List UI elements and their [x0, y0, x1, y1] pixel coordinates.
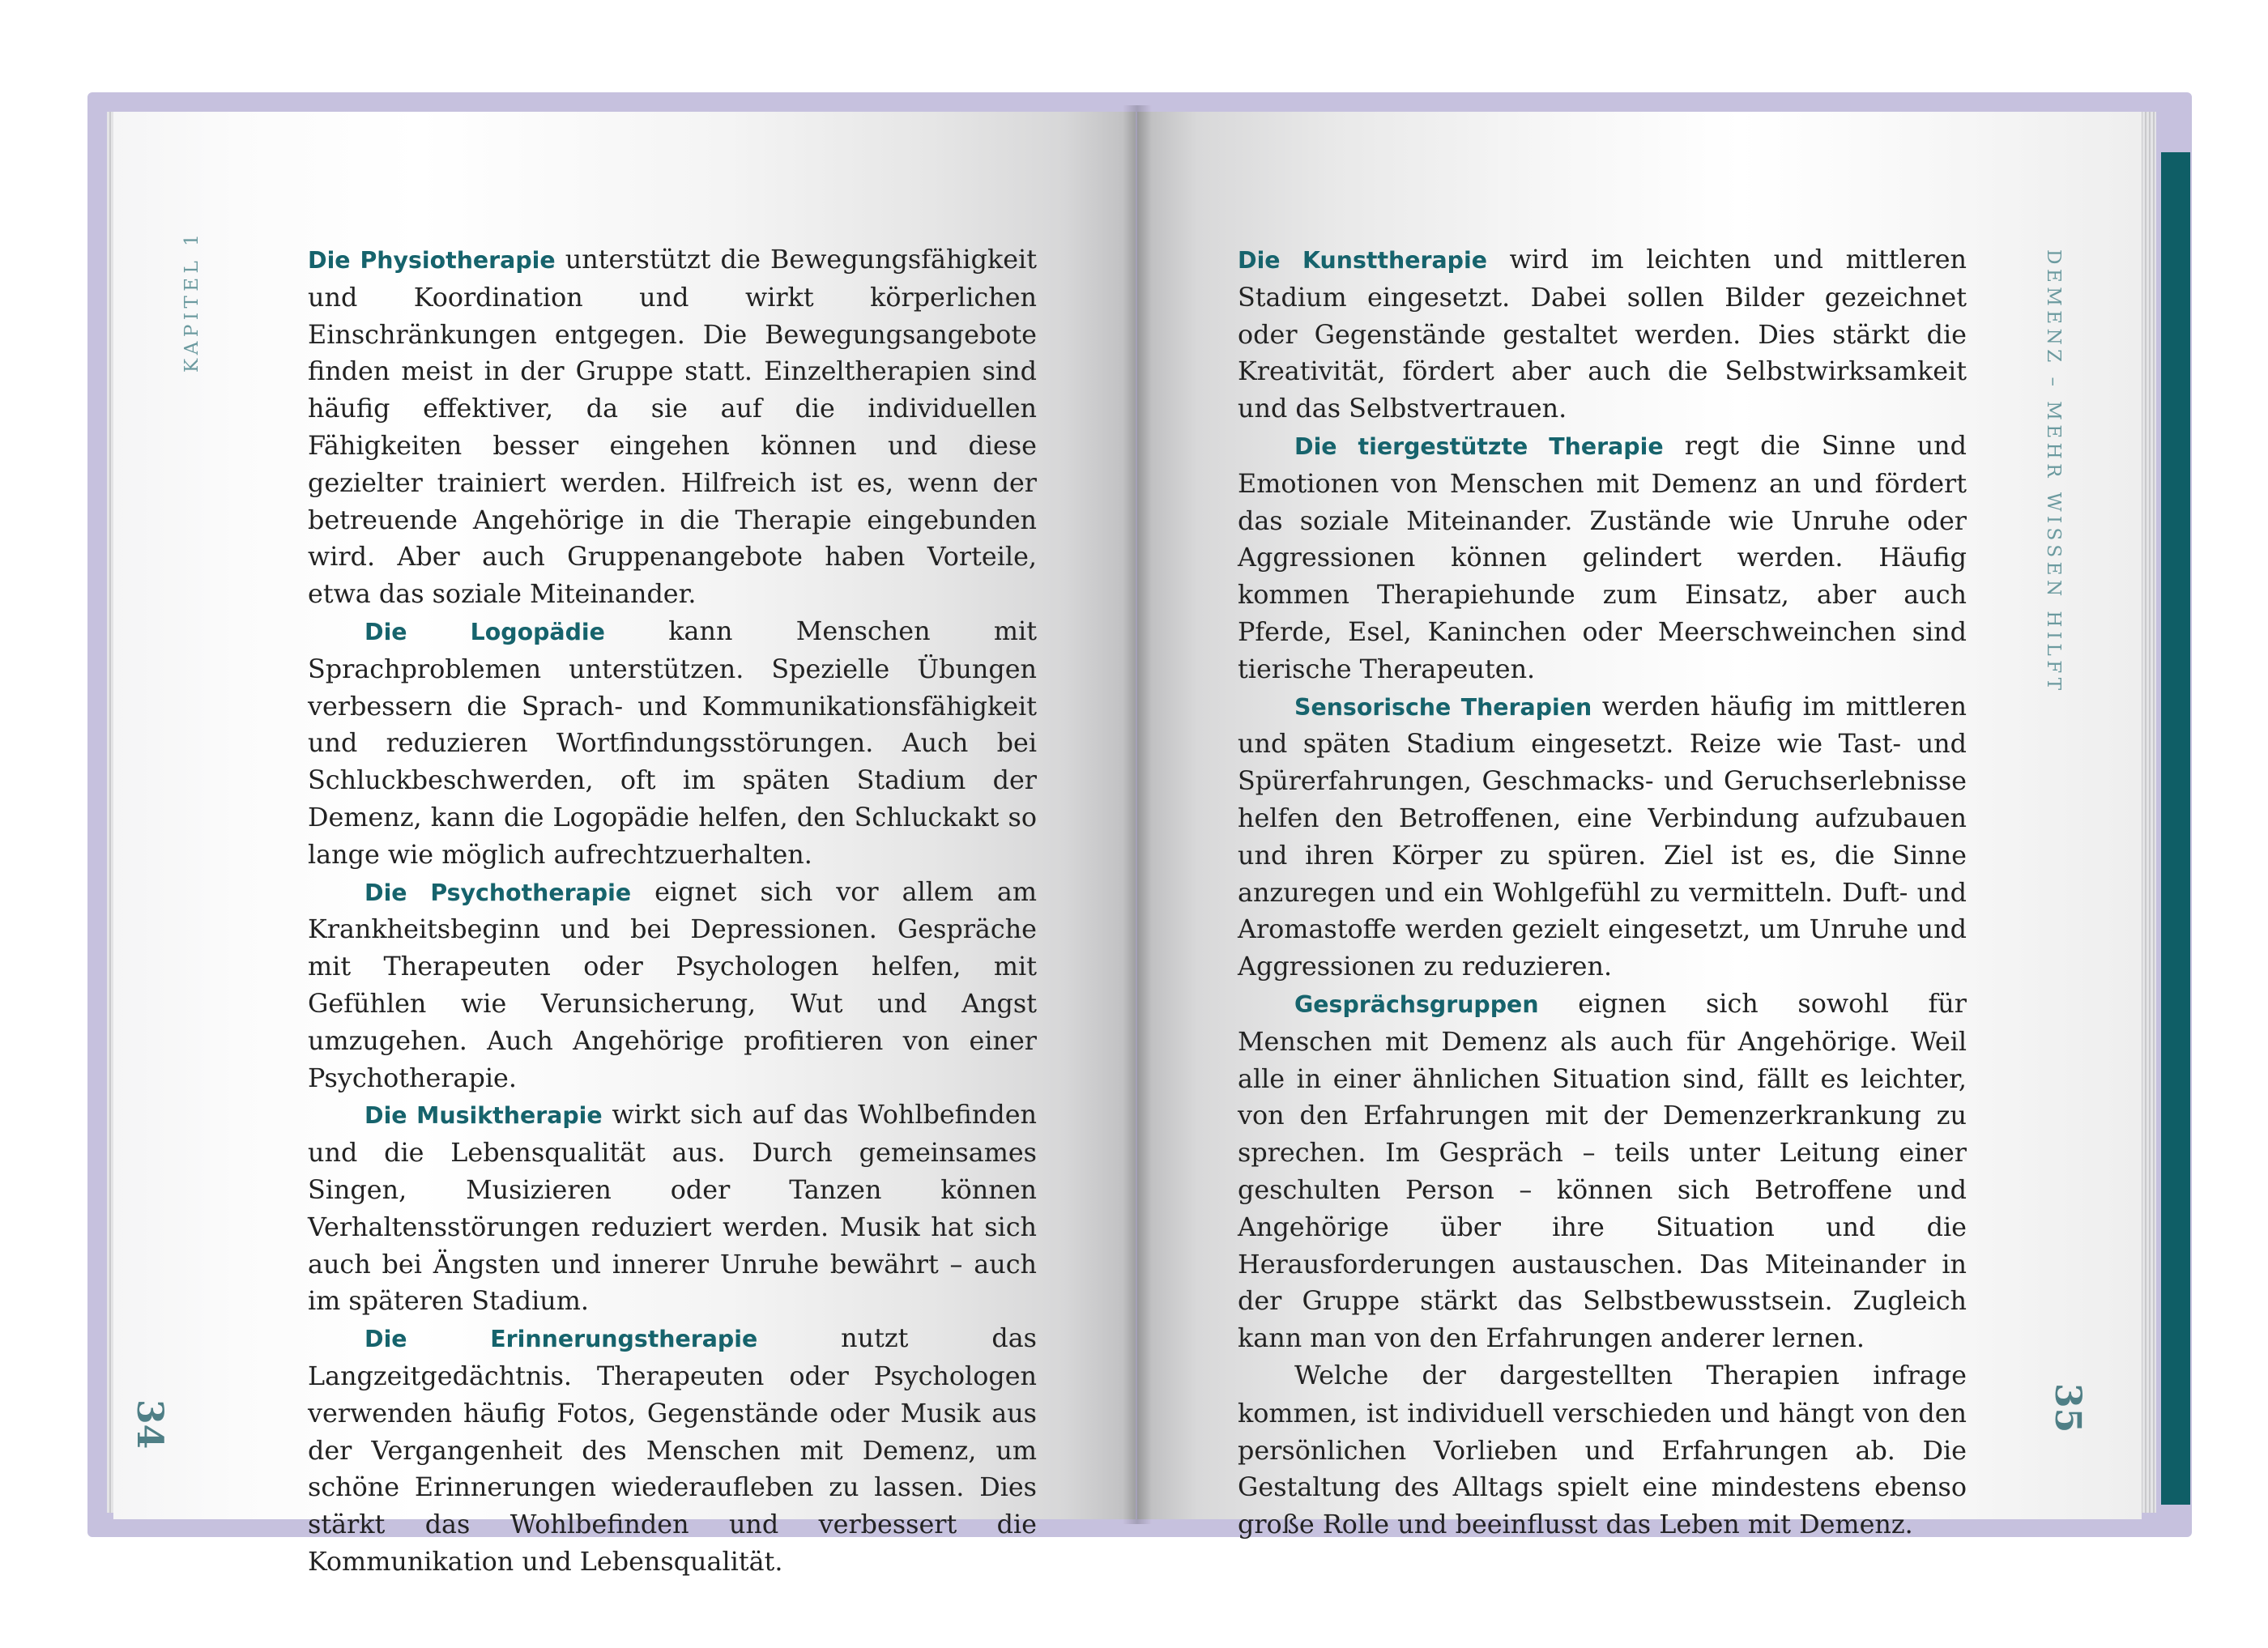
- paragraph-text: werden häufig im mittleren und späten Stadium eingesetzt. Reize wie Tast- und Spürerfahrungen, Geschmacks- und Geruchserlebnisse helfen den Betroffenen, eine Verbindung aufzubauen und ihren Körper zu spüren. Ziel ist es, die Sinne anzuregen und ein Wohlgefühl zu vermitteln. Duft- und Aromastoffe werden gezielt eingesetzt, um Unruhe und Aggressionen zu reduzieren.: [1238, 691, 1967, 982]
- therapy-term: Die tiergestützte Therapie: [1294, 432, 1664, 460]
- paragraph-text: Welche der dargestellten Therapien infrage kommen, ist individuell verschieden und hängt von den persönlichen Vorlieben und Erfahrungen ab. Die Gestaltung des Alltags spielt eine mindestens ebenso große Rolle und beeinflusst das Leben mit Demenz.: [1238, 1360, 1967, 1540]
- page-number: 34: [129, 1399, 170, 1450]
- paragraph: [1238, 986, 1967, 1357]
- paragraph: [308, 1097, 1037, 1320]
- therapy-term: Sensorische Therapien: [1294, 693, 1592, 721]
- paragraph-text: regt die Sinne und Emotionen von Menschen mit Demenz an und fördert das soziale Miteinander. Zustände wie Unruhe oder Aggressionen können gelindert werden. Häufig kommen Therapiehunde zum Einsatz, aber auch Pferde, Esel, Kaninchen oder Meerschweinchen sind tierische Therapeuten.: [1238, 430, 1967, 684]
- therapy-term: Die Musiktherapie: [364, 1102, 603, 1130]
- paragraph-text: wird im leichten und mittleren Stadium eingesetzt. Dabei sollen Bilder gezeichnet oder Gegenstände gestaltet werden. Dies stärkt die Kreativität, fördert aber auch die Selbstwirksamkeit und das Selbstvertrauen.: [1238, 245, 1967, 424]
- paragraph: [308, 1320, 1037, 1581]
- therapy-term: Gesprächsgruppen: [1294, 990, 1539, 1018]
- paragraph: [1238, 428, 1967, 688]
- paragraph-text: kann Menschen mit Sprachproblemen unterstützen. Spezielle Übungen verbessern die Sprach- und Kommunikationsfähigkeit und reduzieren Wortfindungsstörungen. Auch bei Schluckbeschwerden, oft im späten Stadium der Demenz, kann die Logopädie helfen, den Schluckakt so lange wie möglich aufrechtzuerhalten.: [308, 615, 1038, 870]
- running-head: DEMENZ – MEHR WISSEN HILFT: [2043, 249, 2064, 695]
- paragraph: [1238, 241, 1967, 428]
- paragraph: [1238, 1357, 1967, 1544]
- book-spine-shadow: [1123, 105, 1152, 1524]
- therapy-term: Die Erinnerungstherapie: [364, 1326, 758, 1353]
- paragraph-text: unterstützt die Bewegungsfähigkeit und Koordination und wirkt körperlichen Einschränkungen entgegen. Die Bewegungsangebote finden meist in der Gruppe statt. Einzeltherapien sind häufig effektiver, da sie auf die individuellen Fähigkeiten besser eingehen können und diese gezielter trainiert werden. Hilfreich ist es, wenn der betreuende Angehörige in die Therapie eingebunden wird. Aber auch Gruppenangebote haben Vorteile, etwa das soziale Miteinander.: [308, 245, 1037, 610]
- paragraph-text: eignet sich vor allem am Krankheitsbeginn und bei Depressionen. Gespräche mit Therapeuten oder Psychologen helfen, mit Gefühlen wie Verunsicherung, Wut und Angst umzugehen. Auch Angehörige profitieren von einer Psychotherapie.: [308, 876, 1037, 1093]
- therapy-term: Die Physiotherapie: [308, 247, 556, 274]
- right-page: [1137, 112, 2142, 1540]
- book-edge: [2161, 152, 2190, 1505]
- running-head: KAPITEL 1: [181, 229, 202, 373]
- paragraph: [308, 874, 1037, 1097]
- therapy-term: Die Logopädie: [364, 618, 605, 645]
- page-number: 35: [2047, 1383, 2088, 1433]
- therapy-term: Die Psychotherapie: [364, 879, 632, 906]
- left-page: [113, 112, 1136, 1577]
- paragraph: [308, 241, 1037, 613]
- paragraph: [1238, 688, 1967, 986]
- body-text: [308, 241, 1037, 1581]
- paragraph: [308, 613, 1037, 874]
- body-text: [1238, 241, 1967, 1544]
- paragraph-text: wirkt sich auf das Wohlbefinden und die Lebensqualität aus. Durch gemeinsames Singen, Musizieren oder Tanzen können Verhaltensstörungen reduziert werden. Musik hat sich auch bei Ängsten und innerer Unruhe bewährt – auch im späteren Stadium.: [308, 1100, 1037, 1317]
- paragraph-text: eignen sich sowohl für Menschen mit Demenz als auch für Angehörige. Weil alle in einer ähnlichen Situation sind, fällt es leichter, von den Erfahrungen mit der Demenzerkrankung zu sprechen. Im Gespräch – teils unter Leitung einer geschulten Person – können sich Betroffene und Angehörige über ihre Situation und die Herausforderungen austauschen. Das Miteinander in der Gruppe stärkt das Selbstbewusstsein. Zugleich kann man von den Erfahrungen anderer lernen.: [1238, 988, 1967, 1354]
- paragraph-text: nutzt das Langzeitgedächtnis. Therapeuten oder Psychologen verwenden häufig Fotos, Gegenstände oder Musik aus der Vergangenheit des Menschen mit Demenz, um schöne Erinnerungen wiederaufleben zu lassen. Dies stärkt das Wohlbefinden und verbessert die Kommunikation und Lebensqualität.: [308, 1323, 1037, 1577]
- therapy-term: Die Kunsttherapie: [1238, 247, 1487, 274]
